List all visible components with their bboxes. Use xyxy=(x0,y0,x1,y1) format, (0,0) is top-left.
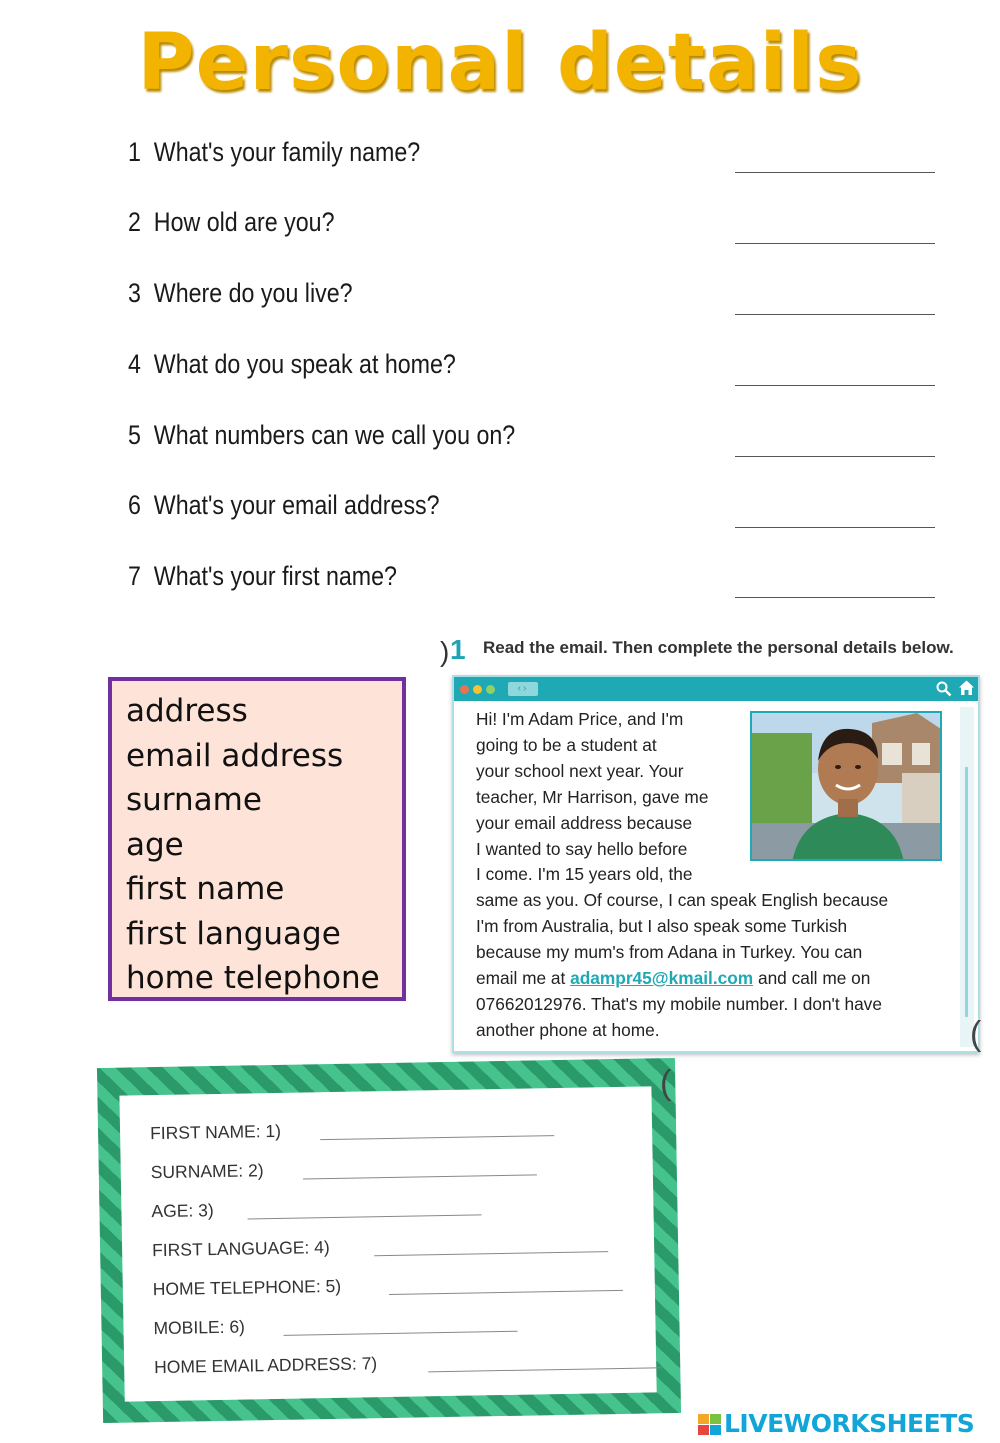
input-line-1[interactable] xyxy=(320,1135,554,1140)
form-field-first-language: FIRST LANGUAGE: 4) xyxy=(151,1237,330,1261)
word-item[interactable]: age xyxy=(126,826,184,863)
home-icon[interactable] xyxy=(958,679,975,701)
form-field-surname: SURNAME: 2) xyxy=(150,1160,264,1183)
email-line: I come. I'm 15 years old, the xyxy=(476,864,693,885)
page-title: Personal details xyxy=(137,18,863,108)
word-item[interactable]: surname xyxy=(126,782,262,818)
question-3: 3 Where do you live? xyxy=(128,278,353,308)
email-line: another phone at home. xyxy=(476,1019,660,1040)
bracket-mark: ( xyxy=(660,1064,672,1102)
question-4: 4 What do you speak at home? xyxy=(128,349,456,379)
question-6: 6 What's your email address? xyxy=(128,490,440,520)
question-1: 1 What's your family name? xyxy=(128,137,421,167)
email-line: email me at adampr45@kmail.com and call me on xyxy=(476,968,871,989)
email-window xyxy=(452,675,980,1053)
details-card xyxy=(97,1058,681,1423)
answer-line-5[interactable] xyxy=(735,456,935,457)
word-item[interactable]: first language xyxy=(126,915,341,952)
email-line: going to be a student at xyxy=(476,734,657,755)
input-line-2[interactable] xyxy=(303,1174,537,1179)
form-field-mobile: MOBILE: 6) xyxy=(153,1316,246,1339)
question-2: 2 How old are you? xyxy=(128,207,335,237)
answer-line-2[interactable] xyxy=(735,243,935,244)
details-card-inner xyxy=(119,1086,656,1401)
input-line-6[interactable] xyxy=(284,1331,518,1336)
input-line-5[interactable] xyxy=(389,1290,623,1295)
exercise-heading xyxy=(440,634,1000,668)
form-field-first-name: FIRST NAME: 1) xyxy=(149,1120,282,1144)
email-window-titlebar xyxy=(454,677,978,701)
email-scrollbar[interactable] xyxy=(960,707,974,1047)
input-line-3[interactable] xyxy=(248,1214,482,1219)
email-line: 07662012976. That's my mobile number. I don't have xyxy=(476,993,882,1014)
bracket-mark: ) xyxy=(440,636,450,667)
form-field-home-telephone: HOME TELEPHONE: 5) xyxy=(152,1275,342,1300)
word-item[interactable]: first name xyxy=(126,871,285,907)
email-line: teacher, Mr Harrison, gave me xyxy=(476,786,709,807)
email-line: because my mum's from Adana in Turkey. You can xyxy=(476,942,863,963)
email-line: I wanted to say hello before xyxy=(476,838,688,859)
answer-line-6[interactable] xyxy=(735,527,935,528)
form-field-home-email: HOME EMAIL ADDRESS: 7) xyxy=(153,1353,378,1378)
email-body xyxy=(476,707,938,1044)
search-icon[interactable] xyxy=(936,681,952,701)
word-item[interactable]: address xyxy=(126,693,248,729)
email-address-link[interactable]: adampr45@kmail.com xyxy=(570,968,754,989)
exercise-instruction: Read the email. Then complete the personal details below. xyxy=(483,638,954,657)
word-box xyxy=(108,677,406,1001)
brand-name: LIVEWORKSHEETS xyxy=(724,1409,975,1438)
liveworksheets-logo-icon xyxy=(698,1414,722,1436)
answer-line-1[interactable] xyxy=(735,172,935,173)
email-line: your school next year. Your xyxy=(476,760,684,781)
input-line-4[interactable] xyxy=(374,1251,608,1256)
word-item[interactable]: email address xyxy=(126,737,344,774)
answer-line-7[interactable] xyxy=(735,597,935,598)
exercise-number: 1 xyxy=(450,634,466,665)
question-7: 7 What's your first name? xyxy=(128,561,397,591)
scrollbar-thumb[interactable] xyxy=(965,767,968,1017)
form-field-age: AGE: 3) xyxy=(151,1200,214,1222)
input-line-7[interactable] xyxy=(428,1367,662,1372)
answer-line-4[interactable] xyxy=(735,385,935,386)
email-line: same as you. Of course, I can speak English because xyxy=(476,890,889,911)
answer-line-3[interactable] xyxy=(735,314,935,315)
email-line: I'm from Australia, but I also speak some Turkish xyxy=(476,916,848,937)
email-line: your email address because xyxy=(476,812,693,833)
nav-arrows-icon[interactable]: ‹› xyxy=(508,682,538,696)
liveworksheets-logo xyxy=(698,1409,998,1439)
question-5: 5 What numbers can we call you on? xyxy=(128,420,516,450)
bracket-mark: ( xyxy=(970,1015,982,1053)
email-line: Hi! I'm Adam Price, and I'm xyxy=(476,709,684,729)
word-item[interactable]: home telephone xyxy=(126,960,380,996)
